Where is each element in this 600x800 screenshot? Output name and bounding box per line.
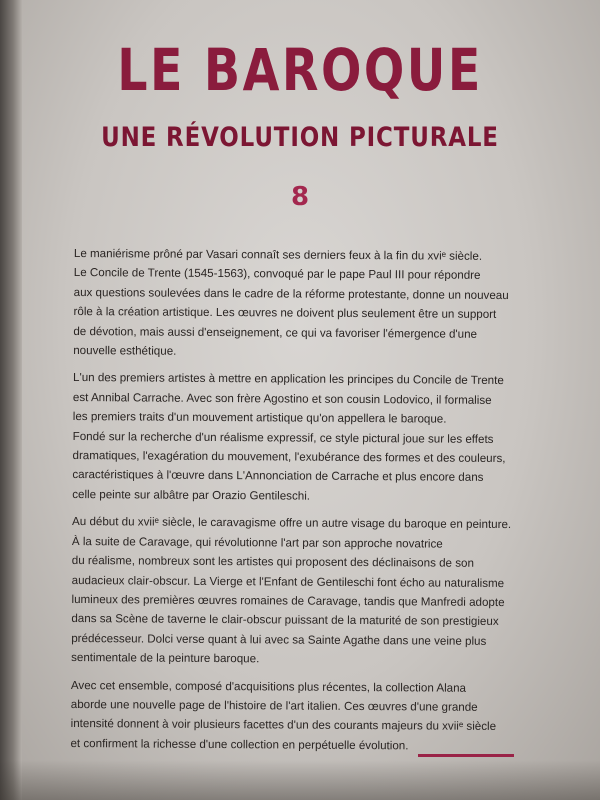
- panel-subtitle: UNE RÉVOLUTION PICTURALE: [101, 122, 499, 153]
- text-line: prédécesseur. Dolci verse quant à lui avec sa Sainte Agathe dans une veine plus: [71, 631, 487, 648]
- text-line: audacieux clair-obscur. La Vierge et l'Enfant de Gentileschi font écho au naturalisme: [71, 573, 505, 590]
- text-line: lumineux des premières œuvres romaines de Caravage, tandis que Manfredi adopte: [71, 592, 505, 609]
- paragraph-3: [71, 512, 532, 670]
- text-line: sentimentale de la peinture baroque.: [71, 651, 260, 666]
- text-line: aborde une nouvelle page de l'histoire de l'art italien. Ces œuvres d'une grande: [70, 697, 478, 714]
- text-line: rôle à la création artistique. Les œuvres ne doivent plus seulement être un support: [73, 305, 497, 322]
- text-line: Le maniérisme prôné par Vasari connaît ses derniers feux à la fin du xviᵉ siècle.: [73, 246, 483, 263]
- text-line: Fondé sur la recherche d'un réalisme expressif, ce style pictural joue sur les effets: [72, 429, 494, 446]
- body-text: [70, 244, 534, 764]
- text-line: et confirment la richesse d'une collection en perpétuelle évolution.: [70, 736, 409, 753]
- text-line: dans sa Scène de taverne le clair-obscur puissant de la maturité de son prestigieux: [71, 612, 499, 629]
- text-line: est Annibal Carrache. Avec son frère Agostino et son cousin Lodovico, il formalise: [72, 390, 492, 407]
- decorative-rule: [418, 754, 514, 757]
- text-line: Avec cet ensemble, composé d'acquisitions plus récentes, la collection Alana: [70, 678, 467, 695]
- text-line: aux questions soulevées dans le cadre de la réforme protestante, donne un nouveau: [73, 285, 509, 302]
- paragraph-2: [72, 368, 533, 507]
- wall-edge-shadow: [0, 0, 22, 800]
- text-line: intensité donnent à voir plusieurs facettes d'un des courants majeurs du xviiᵉ siècle: [70, 717, 497, 734]
- text-line: de dévotion, mais aussi d'enseignement, ce qui va favoriser l'émergence d'une: [73, 324, 478, 341]
- text-line: Au début du xviiᵉ siècle, le caravagisme offre un autre visage du baroque en peinture.: [72, 515, 512, 532]
- text-line: dramatiques, l'exagération du mouvement, l'exubérance des formes et des couleurs,: [72, 449, 506, 466]
- text-line: Le Concile de Trente (1545-1563), convoqué par le pape Paul III pour répondre: [73, 266, 481, 283]
- text-line: du réalisme, nombreux sont les artistes qui proposent des déclinaisons de son: [71, 554, 474, 570]
- section-number: 8: [290, 182, 310, 212]
- paragraph-1: [73, 244, 534, 364]
- text-line: À la suite de Caravage, qui révolutionne l'art par son approche novatrice: [71, 534, 443, 551]
- floor-shadow: [0, 760, 600, 800]
- text-line: caractéristiques à l'œuvre dans L'Annonciation de Carrache et plus encore dans: [72, 468, 484, 485]
- paragraph-4: [70, 676, 531, 757]
- text-line: les premiers traits d'un mouvement artistique qu'on appellera le baroque.: [72, 410, 447, 426]
- panel-title: LE BAROQUE: [117, 36, 483, 104]
- text-line: nouvelle esthétique.: [73, 344, 177, 358]
- text-line: celle peinte sur albâtre par Orazio Gentileschi.: [72, 487, 311, 503]
- text-line: L'un des premiers artistes à mettre en application les principes du Concile de Trente: [73, 371, 504, 388]
